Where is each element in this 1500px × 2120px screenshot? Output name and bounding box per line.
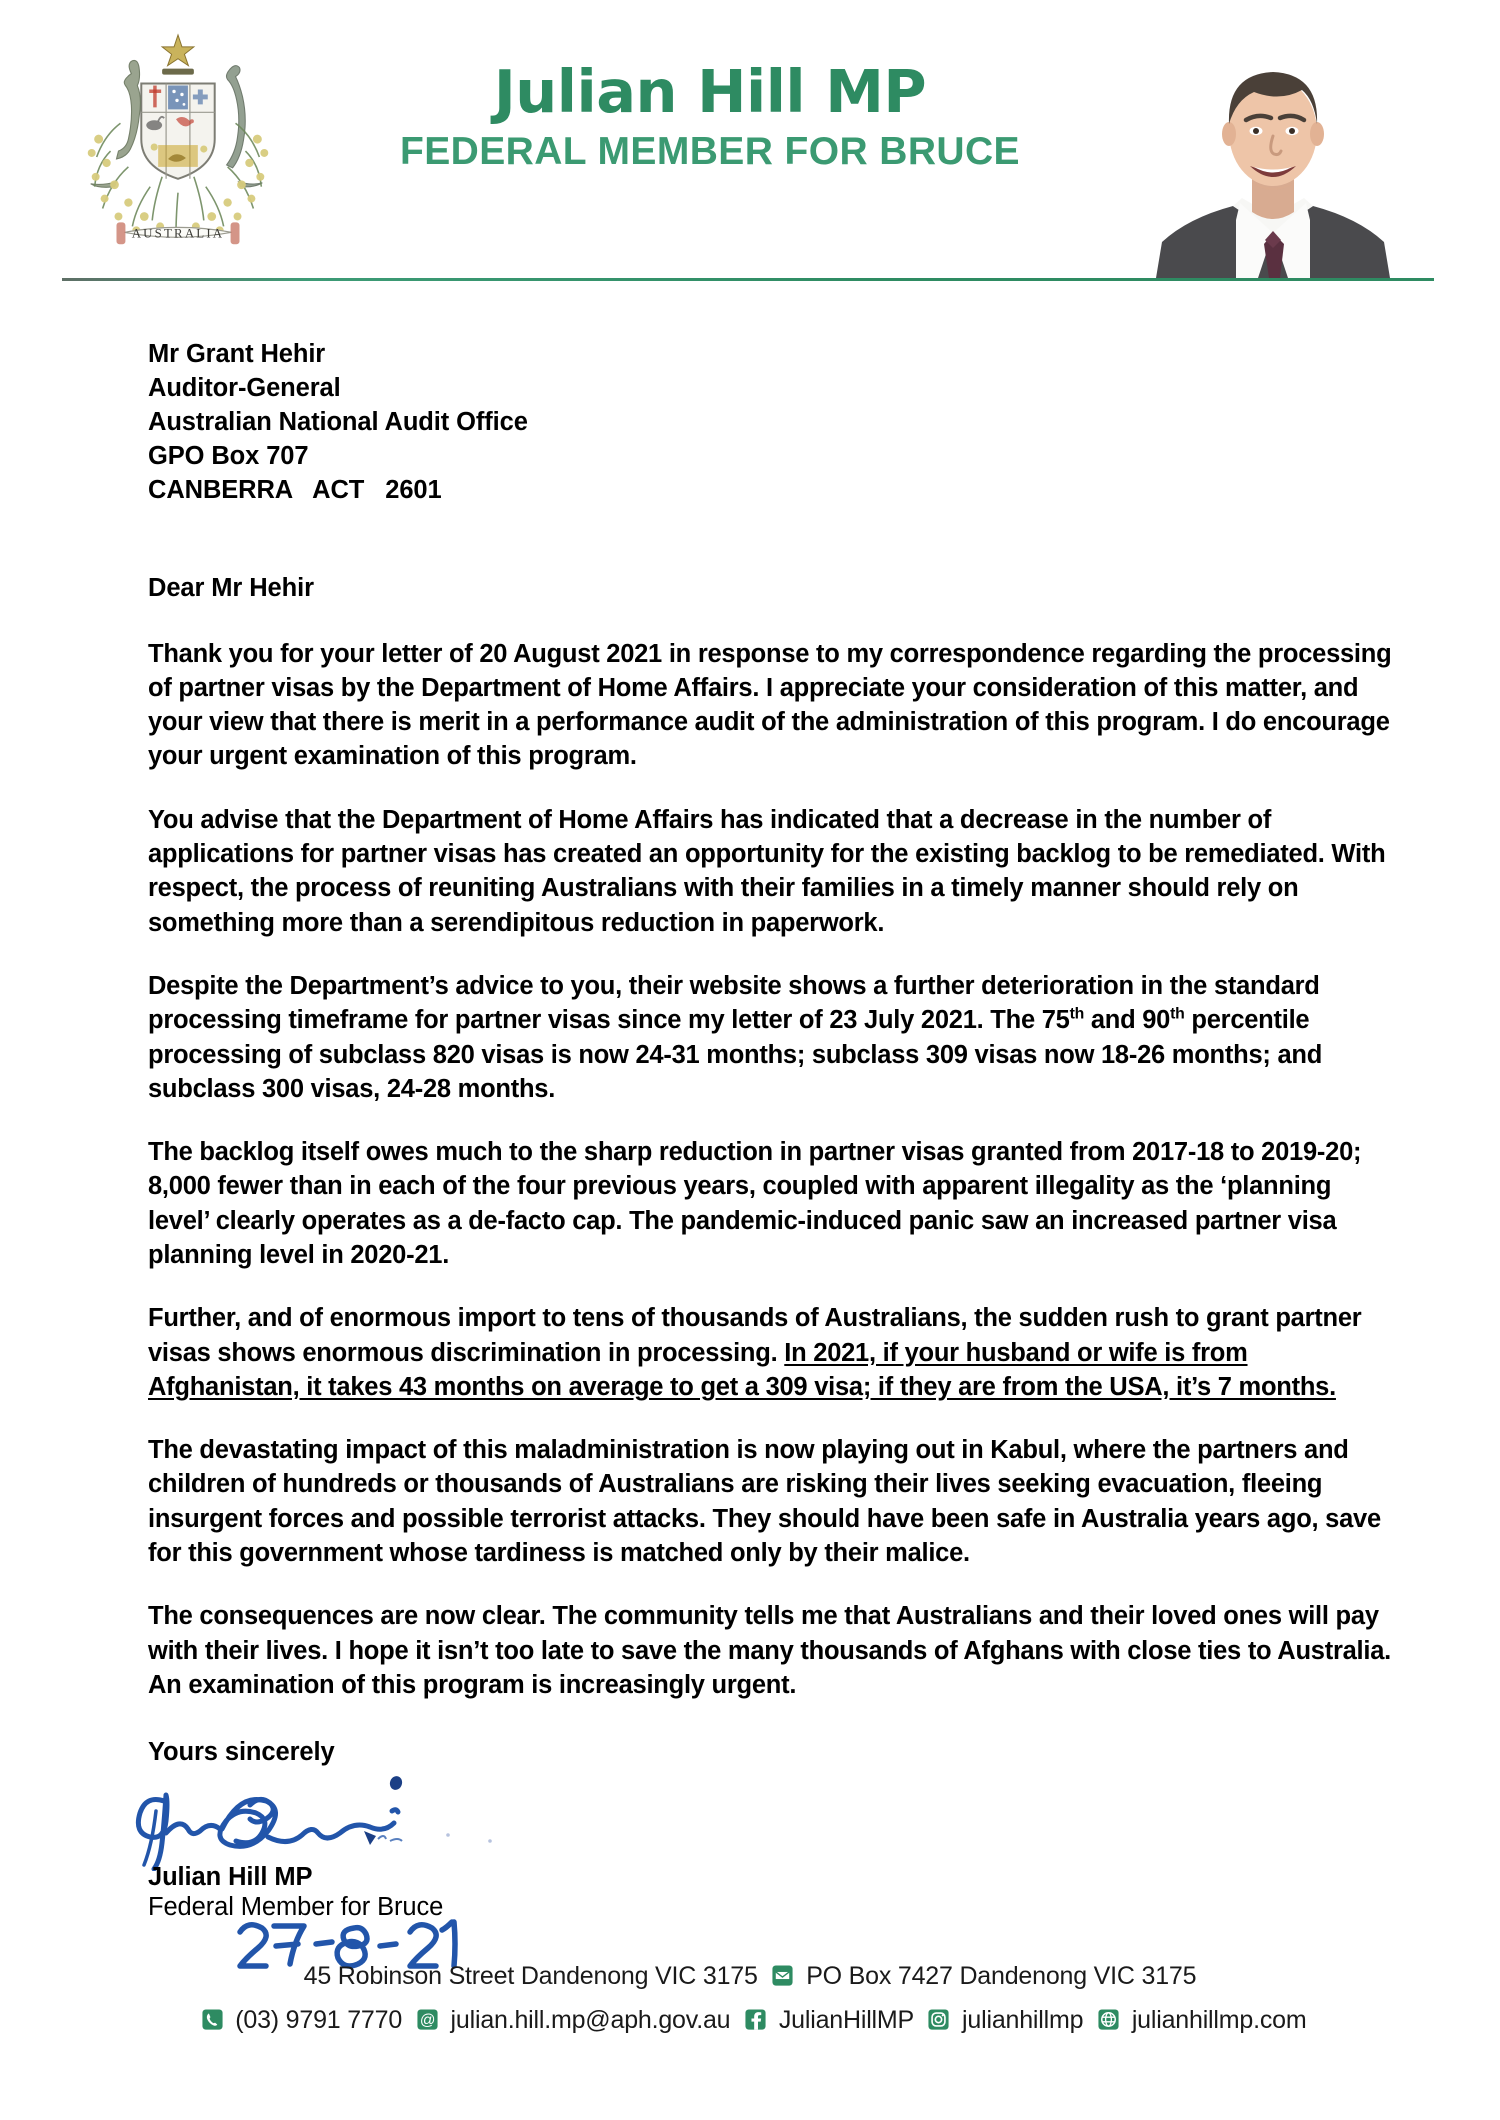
header-divider [62,278,1434,281]
paragraph-3-percentiles [148,969,1393,1106]
superscript-th-2: th [1170,1005,1185,1023]
signature-area [148,1771,1393,1863]
masthead [330,57,1090,174]
address-line: Mr Grant Hehir [148,340,326,368]
paragraph-2: You advise that the Department of Home Affairs has indicated that a decrease in the number of applications for partner visas has created an opportunity for the existing backlog to be remediated. With respect, the process of reuniting Australians with their families in a timely manner should rely on something more than a serendipitous reduction in paperwork. [148,805,1386,937]
letterhead [0,0,1500,288]
recipient-address-block [148,338,1393,508]
discrimination-plain-text: Further, and of enormous import to tens of thousands of Australians, the sudden rush to grant partner visas shows enormous discrimination in processing. [148,1304,1362,1367]
signer-title: Federal Member for Bruce [148,1893,444,1922]
address-line: CANBERRA ACT 2601 [148,475,442,504]
percentile-text-part-3: percentile processing of subclass 820 visas is now 24-31 months; subclass 309 visas now 18-26 months; and subclass 300 visas, 24-28 months. [148,1006,1323,1103]
paragraph-1: Thank you for your letter of 20 August 2021 in response to my correspondence regarding the processing of partner visas by the Department of Home Affairs. I appreciate your consideration of this matter, and your view that there is merit in a performance audit of the administration of this program. I do encourage your urgent examination of this program. [148,639,1392,771]
postal-address: PO Box 7427 Dandenong VIC 3175 [806,1962,1197,1990]
phone-icon [201,2008,224,2031]
svg-text:@: @ [419,2011,435,2029]
percentile-text-part-1: Despite the Department’s advice to you, their website shows a further deterioration in the standard processing timeframe for partner visas since my letter of 23 July 2021. The 75 [148,971,1320,1035]
address-line: Auditor-General [148,373,341,402]
paragraph-5-discrimination [148,1301,1393,1404]
mp-name: Julian Hill MP [493,57,927,126]
mp-portrait-photo [1128,28,1418,278]
at-icon [416,2008,439,2031]
salutation: Dear Mr Hehir [148,573,314,602]
paragraph-6: The devastating impact of this maladministration is now playing out in Kabul, where the partners and children of hundreds or thousands of Australians are risking their lives seeking evacuation, fleeing insurgent forces and possible terrorist attacks. They should have been safe in Australia years ago, save for this government whose tardiness is matched only by their malice. [148,1436,1381,1568]
discrimination-underlined-text: In 2021, if your husband or wife is from Afghanistan, it takes 43 months on average to get a 309 visa; if they are from the USA, it’s 7 months. [148,1338,1336,1401]
handwritten-signature-icon [118,1771,538,1871]
address-line: GPO Box 707 [148,441,309,470]
australian-coat-of-arms-icon [58,28,298,276]
svg-text:AUSTRALIA: AUSTRALIA [131,226,225,241]
signer-name: Julian Hill MP [148,1863,313,1892]
mp-role: FEDERAL MEMBER FOR BRUCE [400,130,1020,174]
instagram-icon [927,2008,950,2031]
footer [0,1958,1500,2039]
percentile-text-part-2: and 90 [1084,1006,1171,1035]
letter-body [148,338,1393,1978]
facebook-icon [744,2008,767,2031]
paragraph-4: The backlog itself owes much to the sharp reduction in partner visas granted from 2017-18 to 2019-20; 8,000 fewer than in each of the four previous years, coupled with apparent illegality as the ‘planning level’ clearly operates as a de-facto cap. The pandemic-induced panic saw an increased partner visa planning level in 2020-21. [148,1138,1362,1269]
superscript-th-1: th [1069,1005,1084,1023]
closing-salutation: Yours sincerely [148,1738,335,1767]
globe-icon [1097,2008,1120,2031]
footer-contact-line [0,2002,1500,2040]
phone-number[interactable]: (03) 9791 7770 [235,2005,403,2034]
street-address: 45 Robinson Street Dandenong VIC 3175 [303,1962,758,1990]
footer-address-line [0,1958,1500,1996]
website-url[interactable]: julianhillmp.com [1131,2005,1307,2034]
facebook-handle[interactable]: JulianHillMP [778,2005,914,2034]
paragraph-7: The consequences are now clear. The community tells me that Australians and their loved ones will pay with their lives. I hope it isn’t too late to save the many thousands of Afghans with close ties to Australia. An examination of this program is increasingly urgent. [148,1602,1391,1699]
address-line: Australian National Audit Office [148,407,528,436]
email-address[interactable]: julian.hill.mp@aph.gov.au [450,2005,731,2034]
mail-icon [771,1964,794,1987]
instagram-handle[interactable]: julianhillmp [962,2005,1084,2034]
